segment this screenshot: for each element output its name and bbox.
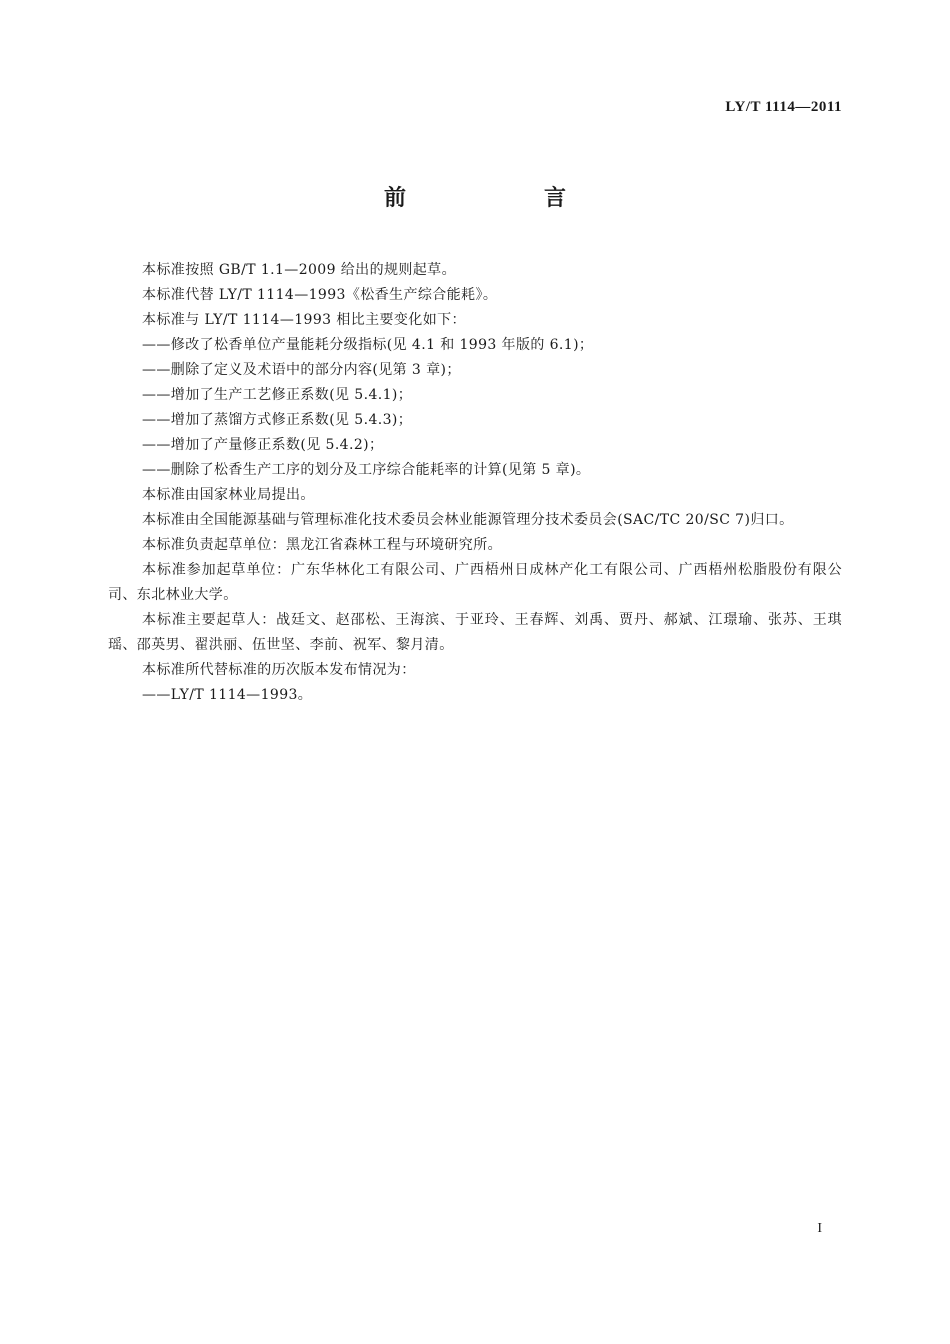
change-item: ——修改了松香单位产量能耗分级指标(见 4.1 和 1993 年版的 6.1)； — [142, 337, 594, 353]
paragraph: 本标准所代替标准的历次版本发布情况为： — [142, 662, 416, 678]
paragraph: 本标准代替 LY/T 1114—1993《松香生产综合能耗》。 — [142, 287, 498, 303]
foreword-body — [108, 258, 842, 708]
paragraph: 本标准由全国能源基础与管理标准化技术委员会林业能源管理分技术委员会(SAC/TC 20/SC 7)归口。 — [142, 512, 794, 528]
standard-code: LY/T 1114—2011 — [725, 99, 842, 115]
change-item: ——增加了蒸馏方式修正系数(见 5.4.3)； — [142, 412, 413, 428]
history-item: ——LY/T 1114—1993。 — [142, 687, 313, 703]
paragraph: 本标准负责起草单位：黑龙江省森林工程与环境研究所。 — [142, 537, 502, 553]
paragraph: 本标准与 LY/T 1114—1993 相比主要变化如下： — [142, 312, 466, 328]
change-item: ——删除了定义及术语中的部分内容(见第 3 章)； — [142, 362, 461, 378]
paragraph: 本标准主要起草人：战廷文、赵邵松、王海滨、于亚玲、王春辉、刘禹、贾丹、郝斌、江璟瑜、张苏、王琪瑶、邵英男、翟洪丽、伍世坚、李前、祝军、黎月清。 — [108, 612, 842, 653]
paragraph: 本标准由国家林业局提出。 — [142, 487, 315, 503]
change-item: ——增加了生产工艺修正系数(见 5.4.1)； — [142, 387, 413, 403]
page-title: 前 言 — [383, 186, 624, 211]
change-item: ——删除了松香生产工序的划分及工序综合能耗率的计算(见第 5 章)。 — [142, 462, 591, 478]
paragraph: 本标准参加起草单位：广东华林化工有限公司、广西梧州日成林产化工有限公司、广西梧州松脂股份有限公司、东北林业大学。 — [108, 562, 842, 603]
change-item: ——增加了产量修正系数(见 5.4.2)； — [142, 437, 384, 453]
page-number: I — [817, 1221, 822, 1236]
paragraph: 本标准按照 GB/T 1.1—2009 给出的规则起草。 — [142, 262, 456, 278]
